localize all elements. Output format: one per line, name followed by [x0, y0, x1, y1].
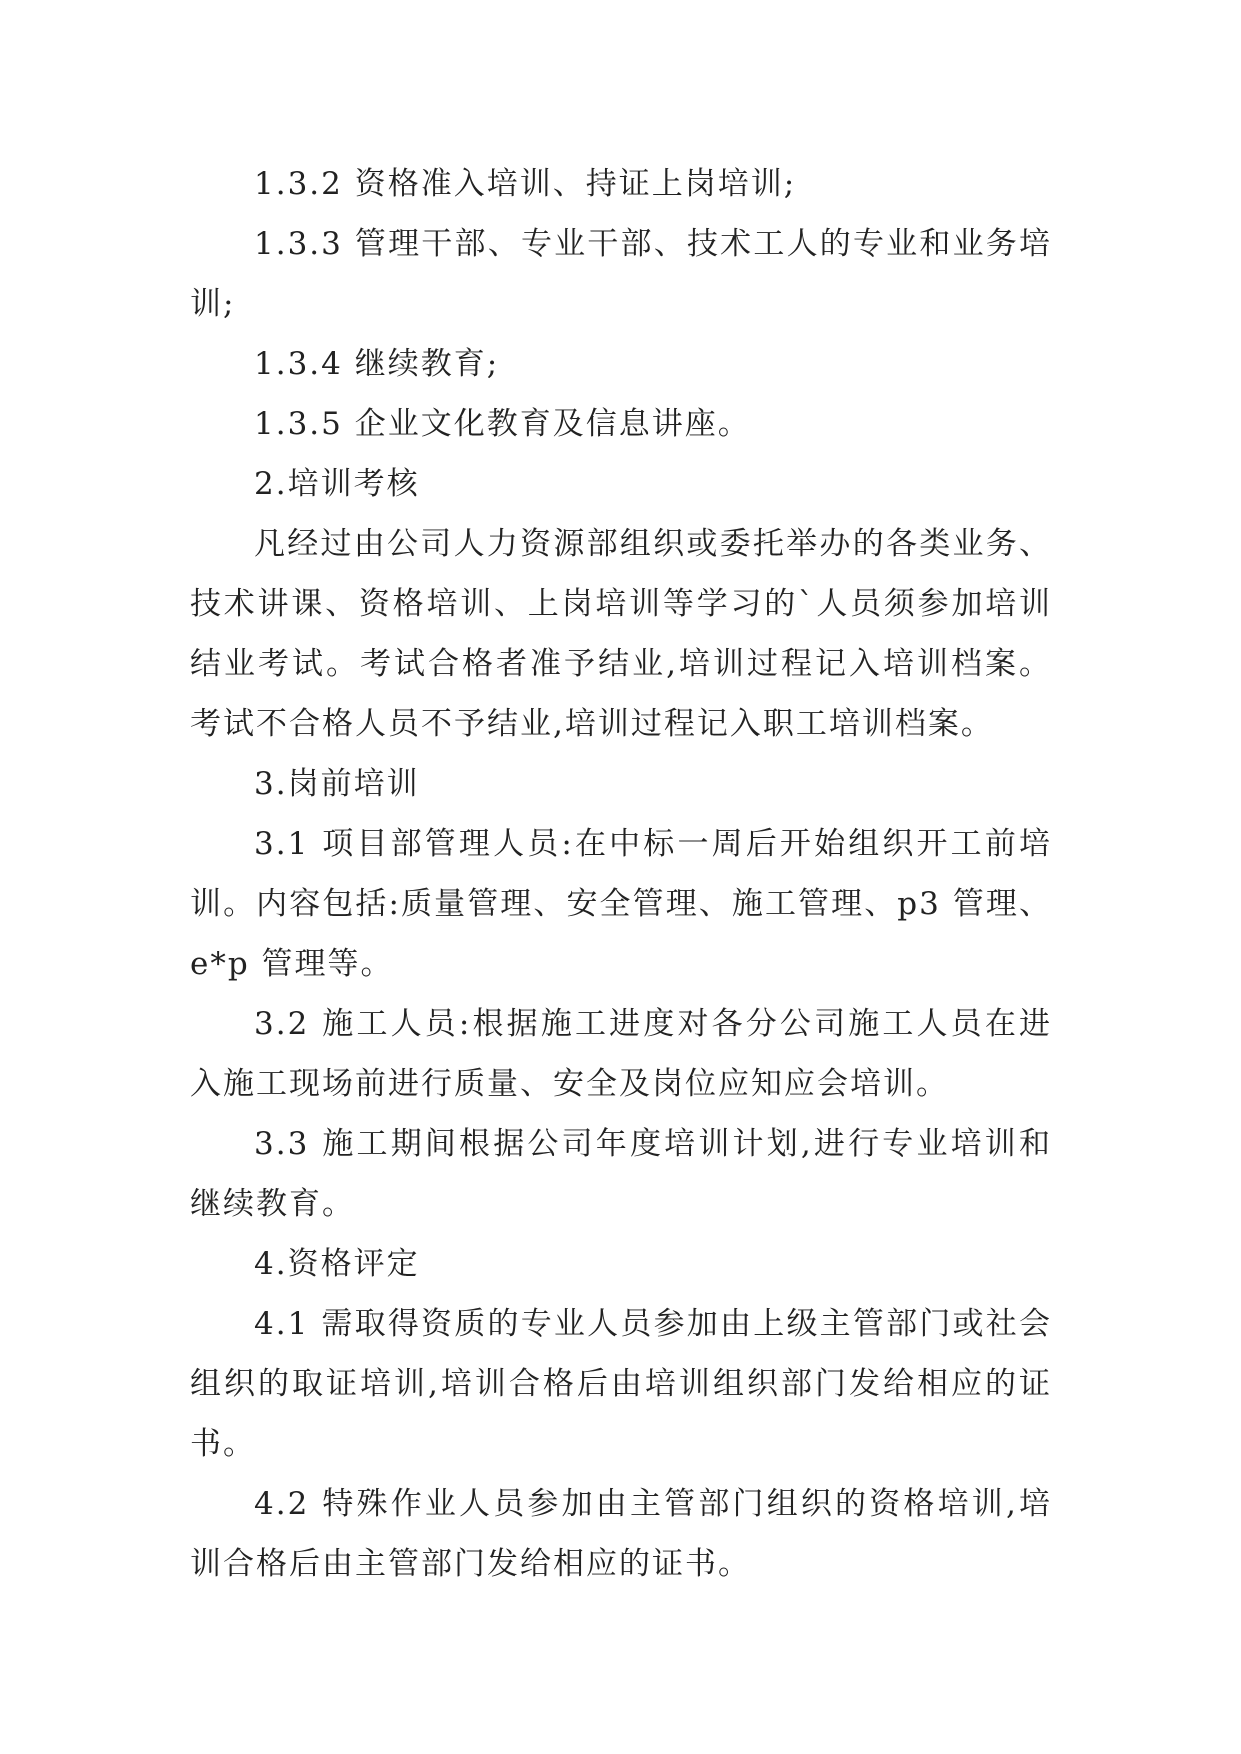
section-heading-4: 4.资格评定: [254, 1246, 420, 1282]
paragraph-1-3-2: 1.3.2 资格准入培训、持证上岗培训;: [254, 166, 797, 202]
paragraph-1-3-5: 1.3.5 企业文化教育及信息讲座。: [254, 406, 751, 442]
document-body: [190, 154, 1052, 1594]
paragraph-3-2: 3.2 施工人员:根据施工进度对各分公司施工人员在进入施工现场前进行质量、安全及岗位应知应会培训。: [190, 1006, 1052, 1102]
paragraph-1-3-4: 1.3.4 继续教育;: [254, 346, 500, 382]
section-heading-2: 2.培训考核: [254, 466, 420, 502]
paragraph-2-body: 凡经过由公司人力资源部组织或委托举办的各类业务、技术讲课、资格培训、上岗培训等学习的`人员须参加培训结业考试。考试合格者准予结业,培训过程记入培训档案。考试不合格人员不予结业,培训过程记入职工培训档案。: [190, 526, 1052, 742]
paragraph-3-3: 3.3 施工期间根据公司年度培训计划,进行专业培训和继续教育。: [190, 1126, 1052, 1222]
section-heading-3: 3.岗前培训: [254, 766, 420, 802]
paragraph-3-1: 3.1 项目部管理人员:在中标一周后开始组织开工前培训。内容包括:质量管理、安全管理、施工管理、p3 管理、e*p 管理等。: [190, 826, 1052, 982]
paragraph-1-3-3: 1.3.3 管理干部、专业干部、技术工人的专业和业务培训;: [190, 226, 1052, 322]
paragraph-4-2: 4.2 特殊作业人员参加由主管部门组织的资格培训,培训合格后由主管部门发给相应的证书。: [190, 1486, 1052, 1582]
paragraph-4-1: 4.1 需取得资质的专业人员参加由上级主管部门或社会组织的取证培训,培训合格后由培训组织部门发给相应的证书。: [190, 1306, 1052, 1462]
